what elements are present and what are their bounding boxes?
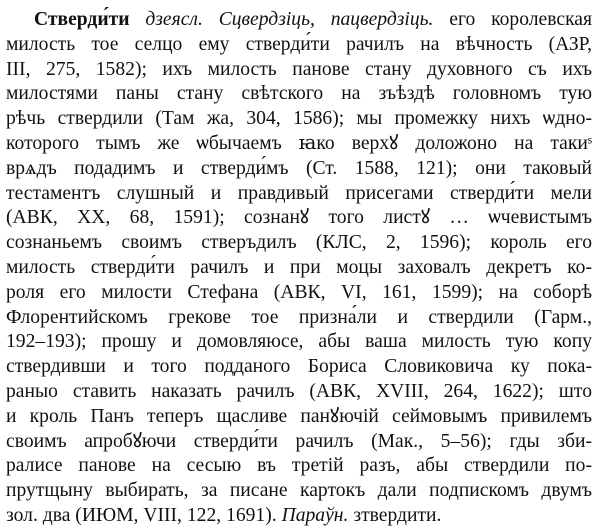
entry-line-7: врѧдъ подадимъ и стверди́мъ (Ст. 1588, 121); они таковый — [6, 157, 592, 179]
headword: Стверди́ти — [34, 9, 130, 30]
entry-text: его королевская — [449, 9, 593, 30]
entry-line-2: милость тое селцо ему стверди́ти рачилъ на вѣчность (АЗР, — [6, 33, 592, 55]
entry-line-15: ствердивши и того подданого Бориса Словиковича ку пока- — [6, 356, 592, 378]
entry-text: зол. два (ИЮМ, VIII, 122, 1691). — [6, 504, 277, 526]
entry-line-19: ралисе панове на сесыю въ третій разъ, абы ствердили по- — [6, 455, 592, 477]
dictionary-entry — [6, 8, 592, 529]
part-of-speech: дзеясл. — [145, 9, 203, 30]
entry-line-9: (АВК, XX, 68, 1591); сознанꙋ того листꙋ … ѡчевистымъ — [6, 207, 592, 229]
entry-line-18: своимъ апробꙋючи стверди́ти рачилъ (Мак., 5–56); гды зби- — [6, 430, 592, 452]
entry-line-13: Флорентийскомъ грекове тое призна́ли и ствердили (Гарм., — [6, 306, 592, 328]
entry-line-1 — [6, 8, 592, 33]
entry-line-12: роля его милости Стефана (АВК, VI, 161, 1599); на соборѣ — [6, 281, 592, 303]
entry-line-17: и кроль Панъ теперъ щасливе панꙋючій сеймовымъ привилемъ — [6, 405, 592, 427]
entry-line-6: которого тымъ же ѡбычаемъ ꙗко верхꙋ доложоно на такиˢ — [6, 132, 592, 154]
entry-line-8: тестаментъ слушный и правдивый присегами стверди́ти мели — [6, 182, 592, 204]
compare-target: зтвердити. — [353, 504, 442, 526]
entry-line-21 — [6, 504, 592, 529]
entry-line-10: сознаньемъ своимъ стверъдилъ (КЛС, 2, 1596); король его — [6, 232, 592, 254]
compare-label: Параўн. — [281, 504, 349, 526]
entry-line-20: прутщыну выбирать, за писане картокъ дали подпискомъ двумъ — [6, 480, 592, 502]
entry-line-11: милость стверди́ти рачилъ и при моцы заховалъ декретъ ко- — [6, 256, 592, 278]
belarusian-equivalents: Сцвердзіць, пацвердзіць. — [218, 9, 434, 30]
entry-line-16: раныо ставить наказать рачилъ (АВК, XVIII, 264, 1622); што — [6, 380, 592, 402]
entry-line-5: рѣчь ствердили (Там жа, 304, 1586); мы промежку нихъ ѡдно- — [6, 108, 592, 130]
entry-line-4: милостями паны стану свѣтского на зъѣздѣ головномъ тую — [6, 83, 592, 105]
entry-line-14: 192–193); прошу и домовляюсе, абы ваша милость тую копу — [6, 331, 592, 353]
entry-line-3: III, 275, 1582); ихъ милость панове стану духовного съ ихъ — [6, 58, 592, 80]
